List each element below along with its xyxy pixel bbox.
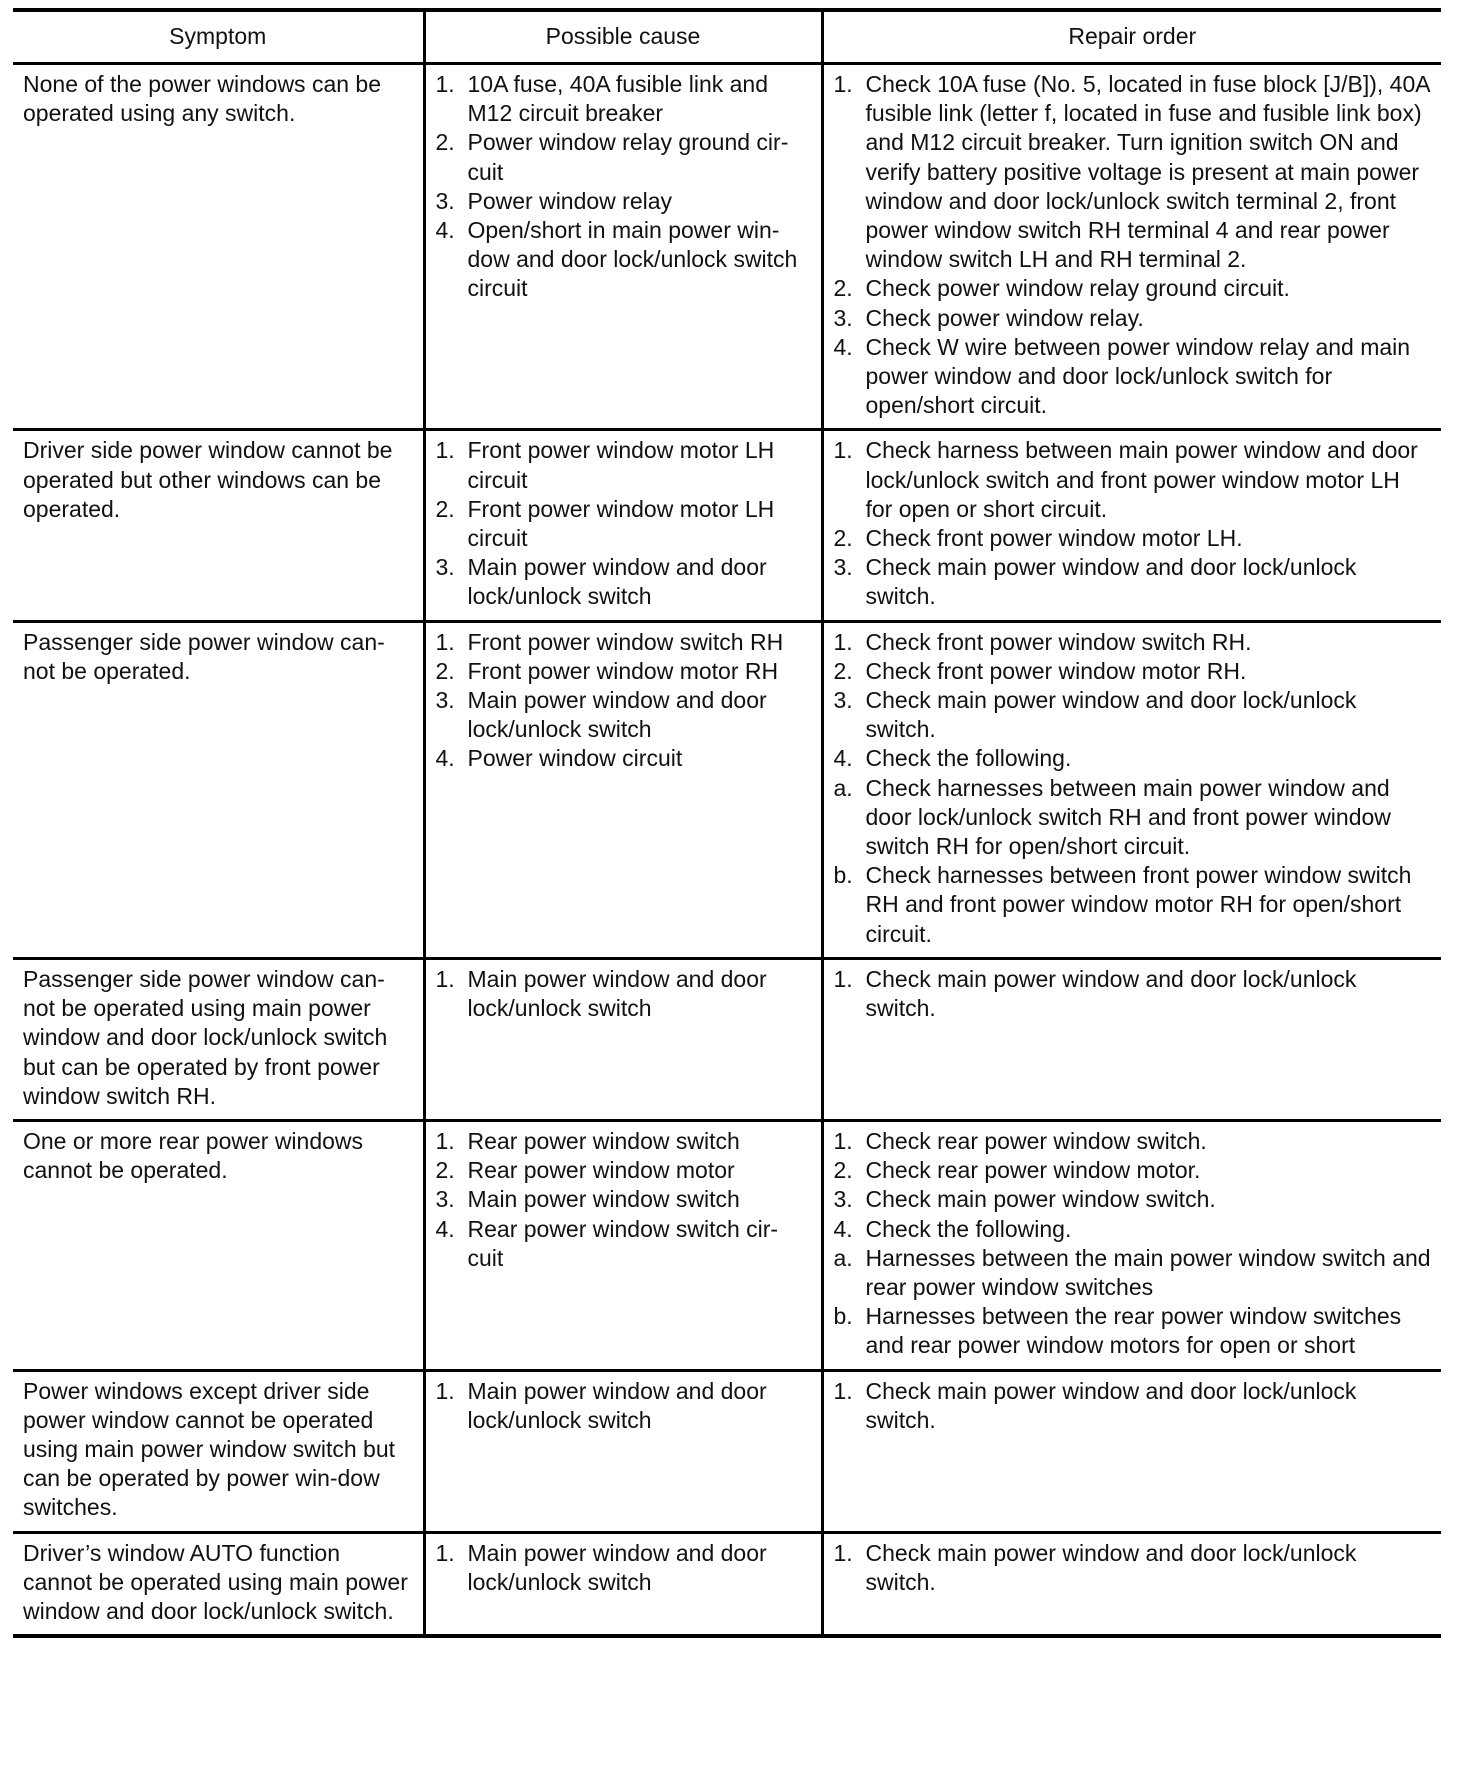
list-text: Power window relay (467, 187, 673, 214)
list-text: Check main power window and door lock/unlock switch. (865, 1377, 1357, 1433)
list-text: Check front power window motor RH. (865, 657, 1247, 684)
list-text: Check main power window and door lock/unlock switch. (865, 1539, 1357, 1595)
list-marker: 4. (435, 745, 455, 772)
list-marker: 1. (833, 1377, 853, 1404)
list-marker: 2. (435, 129, 455, 156)
repair-order-cell (822, 621, 1441, 958)
repair-order-item (834, 744, 1434, 773)
possible-cause-item (436, 965, 813, 1023)
list-text: Open/short in main power win-dow and door lock/unlock switch circuit (467, 217, 798, 302)
possible-cause-list (436, 628, 813, 774)
repair-order-item (834, 1244, 1434, 1302)
list-text: Main power window and door lock/unlock switch (467, 965, 767, 1022)
repair-order-item (834, 1377, 1434, 1435)
list-marker: 1. (833, 1539, 853, 1566)
list-text: Check front power window motor LH. (865, 525, 1243, 552)
table-row (13, 430, 1441, 621)
symptom-cell: Passenger side power window can-not be operated. (13, 621, 424, 958)
list-marker: 1. (435, 1539, 455, 1566)
list-marker: 1. (833, 71, 853, 97)
repair-order-item (834, 1302, 1434, 1360)
repair-order-item (834, 333, 1434, 421)
list-marker: 2. (833, 525, 853, 552)
list-marker: 3. (833, 304, 853, 331)
list-text: 10A fuse, 40A fusible link and M12 circuit breaker (467, 71, 768, 127)
list-marker: 4. (833, 1215, 853, 1242)
table-row (13, 958, 1441, 1120)
repair-order-cell (822, 430, 1441, 621)
list-marker: b. (833, 862, 853, 889)
list-text: Check front power window switch RH. (865, 628, 1252, 655)
possible-cause-item (436, 1539, 813, 1597)
repair-order-item (834, 774, 1434, 862)
possible-cause-item (436, 70, 813, 128)
repair-order-item (834, 861, 1434, 949)
possible-cause-item (436, 1215, 813, 1273)
list-marker: 4. (435, 217, 455, 244)
list-text: Main power window and door lock/unlock switch (467, 1539, 767, 1595)
header-symptom: Symptom (13, 10, 424, 64)
list-text: Rear power window motor (467, 1157, 735, 1184)
list-text: Main power window and door lock/unlock switch (467, 554, 767, 610)
list-text: Front power window motor LH circuit (467, 495, 775, 552)
symptom-cell: Passenger side power window can-not be operated using main power window and door lock/unlock switch but can be operated by front power window switch RH. (13, 958, 424, 1120)
list-marker: 1. (435, 437, 455, 464)
list-marker: b. (833, 1303, 853, 1330)
possible-cause-cell (424, 621, 822, 958)
possible-cause-cell (424, 1370, 822, 1532)
list-marker: 3. (833, 554, 853, 581)
repair-order-cell (822, 1120, 1441, 1370)
troubleshooting-table (13, 8, 1441, 1638)
list-marker: a. (833, 1244, 853, 1271)
possible-cause-list (436, 1377, 813, 1435)
list-marker: 2. (833, 1157, 853, 1184)
symptom-cell: One or more rear power windows cannot be operated. (13, 1120, 424, 1370)
repair-order-cell (822, 1370, 1441, 1532)
repair-order-cell (822, 1532, 1441, 1636)
symptom-cell: Driver’s window AUTO function cannot be operated using main power window and door lock/unlock switch. (13, 1532, 424, 1636)
possible-cause-item (436, 495, 813, 553)
symptom-cell: None of the power windows can be operated using any switch. (23, 71, 381, 127)
list-marker: 4. (833, 333, 853, 360)
list-text: Check the following. (865, 1215, 1072, 1242)
repair-order-list (834, 1539, 1434, 1597)
list-marker: 1. (833, 965, 853, 992)
repair-order-item (834, 657, 1434, 686)
repair-order-list (834, 1377, 1434, 1435)
repair-order-item (834, 304, 1434, 333)
list-text: Check harnesses between front power window switch RH and front power window motor RH for open/short circuit. (865, 862, 1412, 947)
list-text: Check main power window and door lock/unlock switch. (865, 554, 1357, 610)
list-text: Check rear power window switch. (865, 1127, 1207, 1154)
list-text: Harnesses between the main power window switch and rear power window switches (865, 1244, 1431, 1300)
list-marker: 1. (435, 965, 455, 992)
list-text: Rear power window switch (467, 1127, 740, 1154)
repair-order-list (834, 628, 1434, 949)
list-marker: 3. (833, 687, 853, 714)
table-row (13, 621, 1441, 958)
list-text: Front power window switch RH (467, 628, 784, 655)
possible-cause-item (436, 657, 813, 686)
list-marker: 1. (435, 1127, 455, 1154)
repair-order-cell (822, 958, 1441, 1120)
repair-order-cell (822, 64, 1441, 430)
possible-cause-item (436, 744, 813, 773)
repair-order-item (834, 1185, 1434, 1214)
list-text: Check W wire between power window relay and main power window and door lock/unlock switch for open/short circuit. (865, 333, 1411, 419)
possible-cause-cell (424, 430, 822, 621)
table-row (13, 1120, 1441, 1370)
header-repair-order: Repair order (822, 10, 1441, 64)
list-marker: 2. (435, 1157, 455, 1184)
possible-cause-list (436, 965, 813, 1023)
repair-order-list (834, 965, 1434, 1023)
list-marker: 1. (833, 437, 853, 464)
possible-cause-list (436, 1127, 813, 1273)
repair-order-item (834, 1156, 1434, 1185)
list-text: Check harness between main power window and door lock/unlock switch and front power window motor LH for open or short circuit. (865, 437, 1418, 522)
list-text: Check main power window and door lock/unlock switch. (865, 687, 1357, 743)
table-row (13, 64, 1441, 430)
list-text: Check rear power window motor. (865, 1157, 1201, 1184)
list-marker: 1. (435, 628, 455, 655)
list-text: Main power window switch (467, 1186, 740, 1213)
possible-cause-cell (424, 1120, 822, 1370)
list-text: Check 10A fuse (No. 5, located in fuse block [J/B]), 40A fusible link (letter f, located in fuse and fusible link box) and M12 circuit breaker. Turn ignition switch ON and verify battery positive voltage is present at main power window and door lock/unlock switch terminal 2, front power window switch RH terminal 4 and rear power window switch LH and RH terminal 2. (865, 71, 1430, 273)
possible-cause-list (436, 1539, 813, 1597)
list-text: Front power window motor RH (467, 657, 779, 684)
symptom-cell: Driver side power window cannot be operated but other windows can be operated. (13, 430, 424, 621)
list-marker: 2. (833, 657, 853, 684)
list-text: Check power window relay. (865, 304, 1144, 331)
possible-cause-item (436, 628, 813, 657)
repair-order-item (834, 1127, 1434, 1156)
list-text: Front power window motor LH circuit (467, 437, 775, 493)
list-marker: 2. (833, 275, 853, 302)
repair-order-item (834, 1215, 1434, 1244)
list-text: Main power window and door lock/unlock switch (467, 1377, 767, 1433)
possible-cause-item (436, 128, 813, 186)
repair-order-item (834, 686, 1434, 744)
repair-order-item (834, 965, 1434, 1023)
possible-cause-item (436, 686, 813, 744)
list-text: Check the following. (865, 745, 1072, 772)
symptom-cell: Power windows except driver side power window cannot be operated using main power window switch but can be operated by power win-dow switches. (13, 1370, 424, 1532)
repair-order-list (834, 70, 1434, 420)
possible-cause-cell (424, 958, 822, 1120)
list-marker: a. (833, 774, 853, 801)
list-marker: 1. (833, 1127, 853, 1154)
list-marker: 4. (435, 1215, 455, 1242)
possible-cause-cell (424, 1532, 822, 1636)
table-row (13, 1532, 1441, 1636)
possible-cause-item (436, 187, 813, 216)
repair-order-item (834, 436, 1434, 524)
repair-order-list (834, 1127, 1434, 1361)
list-text: Main power window and door lock/unlock switch (467, 687, 767, 743)
possible-cause-list (436, 436, 813, 611)
list-text: Rear power window switch cir-cuit (467, 1215, 779, 1271)
possible-cause-item (436, 216, 813, 304)
possible-cause-item (436, 436, 813, 494)
list-text: Check power window relay ground circuit. (865, 275, 1290, 302)
list-text: Check main power window and door lock/unlock switch. (865, 965, 1357, 1022)
list-marker: 3. (435, 687, 455, 714)
list-marker: 1. (833, 628, 853, 655)
repair-order-item (834, 628, 1434, 657)
list-text: Check main power window switch. (865, 1186, 1216, 1213)
header-row (13, 10, 1441, 64)
repair-order-item (834, 70, 1434, 274)
list-marker: 3. (435, 554, 455, 581)
repair-order-item (834, 553, 1434, 611)
possible-cause-item (436, 1377, 813, 1435)
possible-cause-item (436, 1185, 813, 1214)
possible-cause-item (436, 553, 813, 611)
repair-order-item (834, 524, 1434, 553)
table-row (13, 1370, 1441, 1532)
possible-cause-cell (424, 64, 822, 430)
list-marker: 1. (435, 1377, 455, 1404)
list-text: Harnesses between the rear power window switches and rear power window motors for open or short (865, 1303, 1402, 1359)
repair-order-list (834, 436, 1434, 611)
list-marker: 2. (435, 657, 455, 684)
possible-cause-item (436, 1156, 813, 1185)
possible-cause-list (436, 70, 813, 304)
repair-order-item (834, 274, 1434, 303)
repair-order-item (834, 1539, 1434, 1597)
list-marker: 2. (435, 495, 455, 522)
list-text: Power window relay ground cir-cuit (467, 129, 789, 185)
list-marker: 1. (435, 71, 455, 97)
list-marker: 4. (833, 745, 853, 772)
list-text: Power window circuit (467, 745, 683, 772)
possible-cause-item (436, 1127, 813, 1156)
list-marker: 3. (435, 187, 455, 214)
list-marker: 3. (435, 1186, 455, 1213)
list-marker: 3. (833, 1186, 853, 1213)
table-body (13, 64, 1441, 1637)
list-text: Check harnesses between main power window and door lock/unlock switch RH and front power window switch RH for open/short circuit. (865, 774, 1391, 860)
header-possible-cause: Possible cause (424, 10, 822, 64)
